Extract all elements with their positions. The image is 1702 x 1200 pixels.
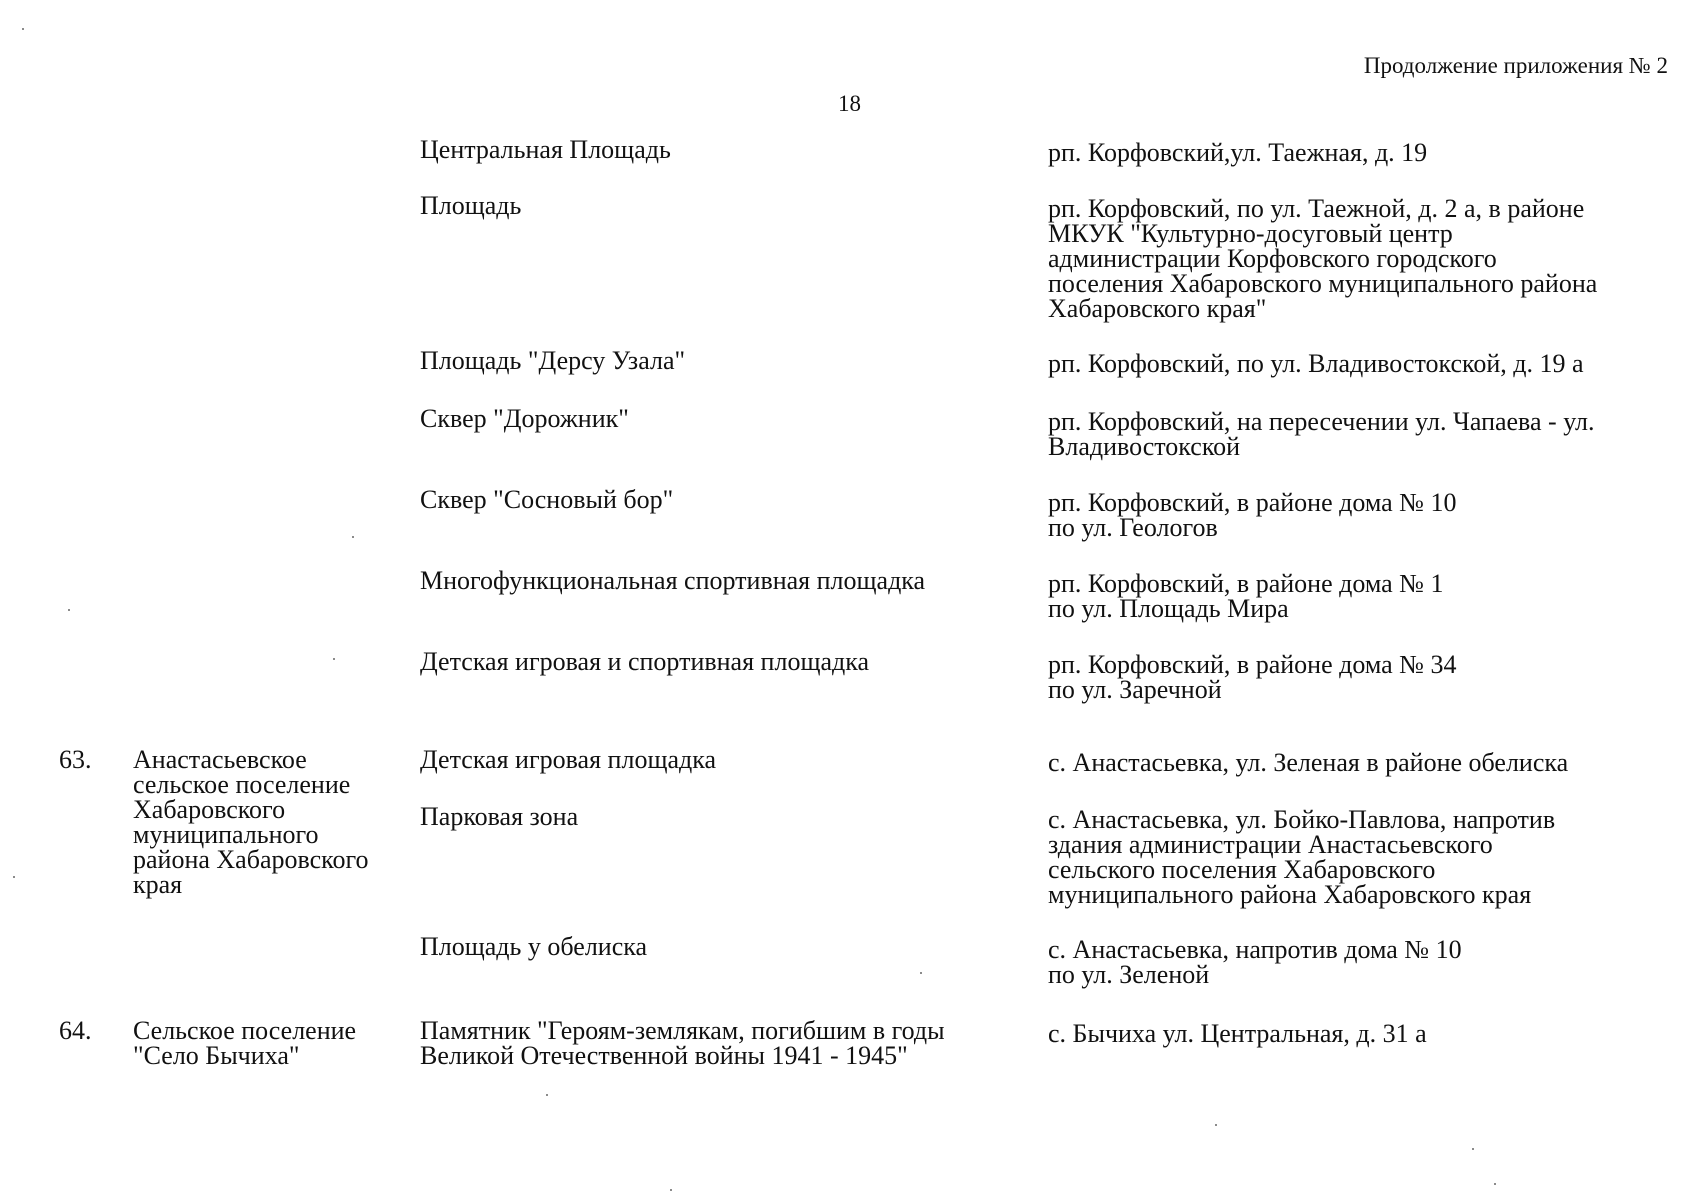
scan-speck <box>670 1189 672 1191</box>
row-7-settlement: Анастасьевское сельское поселение Хабаровского муниципального района Хабаровского края <box>133 745 369 899</box>
scan-speck <box>68 609 70 611</box>
scan-speck <box>22 28 24 30</box>
row-0-object: Центральная Площадь <box>420 135 671 164</box>
continuation-note: Продолжение приложения № 2 <box>1363 53 1668 78</box>
page-number: 18 <box>838 91 861 116</box>
row-1-address: рп. Корфовский, по ул. Таежной, д. 2 а, в районе МКУК "Культурно-досуговый центр администрации Корфовского городского поселения Хабаровского муниципального района Хабаровского края" <box>1048 194 1598 323</box>
scan-speck <box>333 658 335 660</box>
scan-speck <box>920 972 922 974</box>
row-10-address: с. Бычиха ул. Центральная, д. 31 а <box>1048 1019 1427 1048</box>
row-7-object: Детская игровая площадка <box>420 745 717 774</box>
row-2-address: рп. Корфовский, по ул. Владивостокской, д. 19 а <box>1048 349 1584 378</box>
row-7-address: с. Анастасьевка, ул. Зеленая в районе обелиска <box>1048 748 1569 777</box>
row-4-object: Сквер "Сосновый бор" <box>420 485 674 514</box>
row-1-object: Площадь <box>420 191 522 220</box>
scan-speck <box>1215 1124 1217 1126</box>
row-9-object: Площадь у обелиска <box>420 932 648 961</box>
row-10-settlement: Сельское поселение "Село Бычиха" <box>133 1016 357 1070</box>
row-8-object: Парковая зона <box>420 802 579 831</box>
row-2-object: Площадь "Дерсу Узала" <box>420 346 686 375</box>
row-8-address: с. Анастасьевка, ул. Бойко-Павлова, напротив здания администрации Анастасьевского сельского поселения Хабаровского муниципального района Хабаровского края <box>1048 805 1556 909</box>
row-3-object: Сквер "Дорожник" <box>420 404 629 433</box>
row-5-address: рп. Корфовский, в районе дома № 1 по ул. Площадь Мира <box>1048 569 1444 623</box>
scan-speck <box>1472 1148 1474 1150</box>
row-4-address: рп. Корфовский, в районе дома № 10 по ул. Геологов <box>1048 488 1457 542</box>
row-6-address: рп. Корфовский, в районе дома № 34 по ул. Заречной <box>1048 650 1457 704</box>
row-6-object: Детская игровая и спортивная площадка <box>420 647 870 676</box>
row-5-object: Многофункциональная спортивная площадка <box>420 566 926 595</box>
row-10-number: 64. <box>59 1016 92 1045</box>
row-10-object: Памятник "Героям-землякам, погибшим в годы Великой Отечественной войны 1941 - 1945" <box>420 1016 945 1070</box>
scan-speck <box>546 1094 548 1096</box>
row-0-address: рп. Корфовский,ул. Таежная, д. 19 <box>1048 138 1428 167</box>
row-3-address: рп. Корфовский, на пересечении ул. Чапаева - ул. Владивостокской <box>1048 407 1595 461</box>
scan-speck <box>352 536 354 538</box>
row-9-address: с. Анастасьевка, напротив дома № 10 по ул. Зеленой <box>1048 935 1462 989</box>
scan-speck <box>13 876 15 878</box>
scan-speck <box>1494 1183 1496 1185</box>
row-7-number: 63. <box>59 745 92 774</box>
